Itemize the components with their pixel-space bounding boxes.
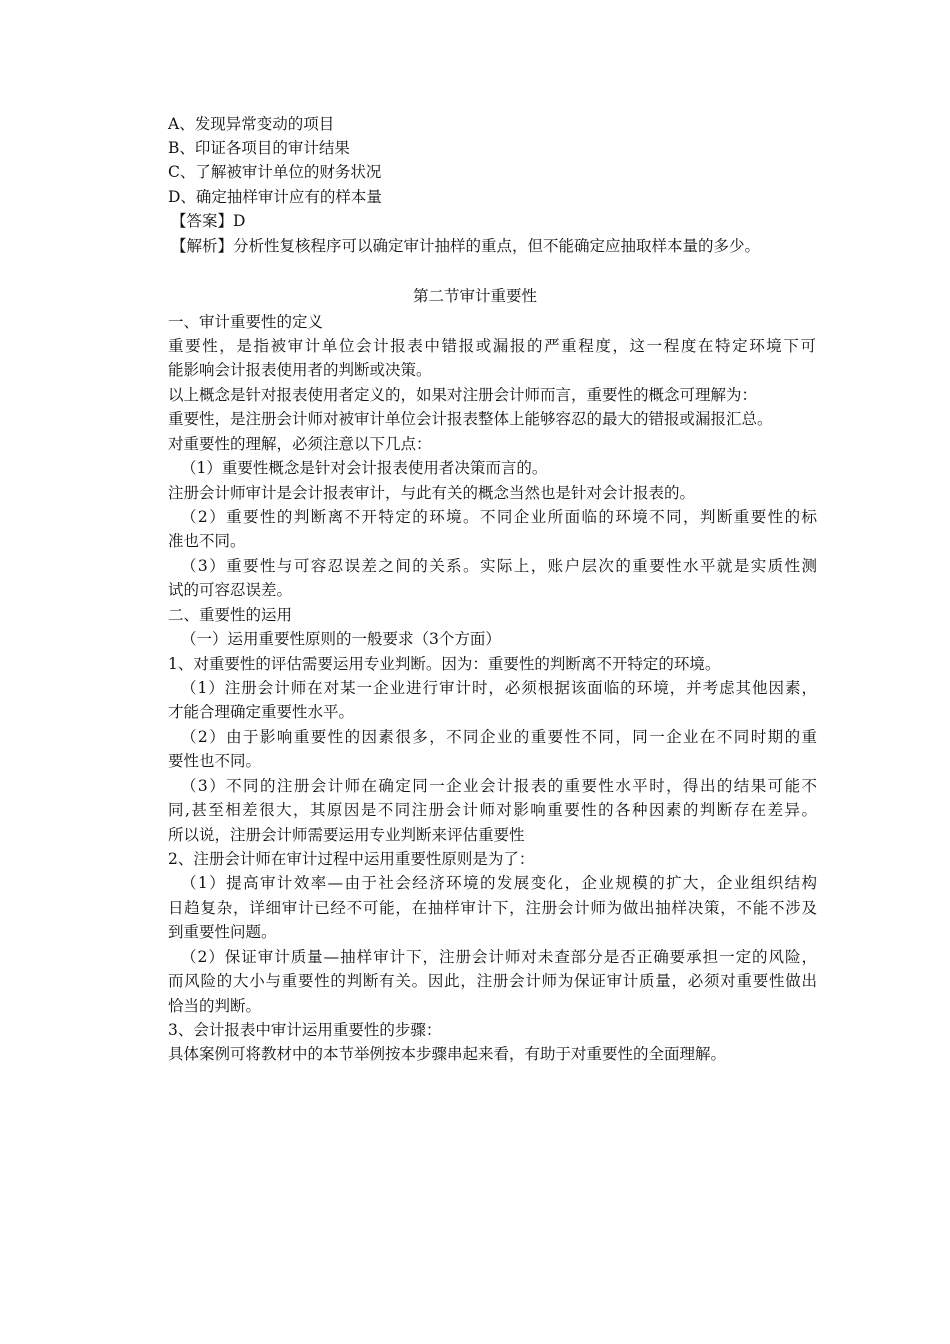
paragraph-line: 重要性，是注册会计师对被审计单位会计报表整体上能够容忍的最大的错报或漏报汇总。 — [168, 410, 773, 428]
paragraph-line: 能影响会计报表使用者的判断或决策。 — [168, 361, 432, 379]
list-item: （1）提高审计效率—由于社会经济环境的发展变化，企业规模的扩大，企业组织结构 — [181, 874, 817, 892]
paragraph-line: 准也不同。 — [168, 532, 246, 550]
paragraph-line: 3、会计报表中审计运用重要性的步骤： — [168, 1021, 442, 1039]
explanation: 【解析】分析性复核程序可以确定审计抽样的重点，但不能确定应抽取样本量的多少。 — [171, 237, 761, 255]
paragraph-line: 而风险的大小与重要性的判断有关。因此，注册会计师为保证审计质量，必须对重要性做出 — [168, 972, 817, 990]
paragraph-line: 才能合理确定重要性水平。 — [168, 703, 355, 721]
paragraph-line: 具体案例可将教材中的本节举例按本步骤串起来看，有助于对重要性的全面理解。 — [168, 1045, 727, 1063]
list-item: （3）重要性与可容忍误差之间的关系。实际上，账户层次的重要性水平就是实质性测 — [181, 557, 817, 575]
list-item: （1）注册会计师在对某一企业进行审计时，必须根据该面临的环境，并考虑其他因素， — [181, 679, 817, 697]
paragraph-line: 注册会计师审计是会计报表审计，与此有关的概念当然也是针对会计报表的。 — [168, 484, 696, 502]
paragraph-line: 所以说，注册会计师需要运用专业判断来评估重要性 — [168, 826, 525, 844]
subsection-heading: 一、审计重要性的定义 — [168, 313, 324, 331]
list-item: （2）由于影响重要性的因素很多，不同企业的重要性不同，同一企业在不同时期的重 — [181, 728, 817, 746]
answer: 【答案】D — [171, 212, 246, 230]
paragraph-line: 恰当的判断。 — [168, 997, 262, 1015]
paragraph-line: 1、对重要性的评估需要运用专业判断。因为：重要性的判断离不开特定的环境。 — [168, 655, 721, 673]
paragraph-line: 同,甚至相差很大，其原因是不同注册会计师对影响重要性的各种因素的判断存在差异。 — [168, 801, 817, 819]
option-c: C、了解被审计单位的财务状况 — [168, 163, 382, 181]
paragraph-line: 对重要性的理解，必须注意以下几点： — [168, 435, 432, 453]
paragraph-line: 重要性，是指被审计单位会计报表中错报或漏报的严重程度，这一程度在特定环境下可 — [168, 337, 816, 355]
option-a: A、发现异常变动的项目 — [168, 115, 335, 133]
section-title: 第二节审计重要性 — [412, 287, 537, 305]
subsection-heading: 二、重要性的运用 — [168, 606, 293, 624]
paragraph-line: 日趋复杂，详细审计已经不可能，在抽样审计下，注册会计师为做出抽样决策，不能不涉及 — [168, 899, 817, 917]
paragraph-line: 要性也不同。 — [168, 752, 262, 770]
option-b: B、印证各项目的审计结果 — [168, 139, 350, 157]
option-d: D、确定抽样审计应有的样本量 — [168, 188, 382, 206]
list-item: （3）不同的注册会计师在确定同一企业会计报表的重要性水平时，得出的结果可能不 — [181, 777, 817, 795]
paragraph-line: 2、注册会计师在审计过程中运用重要性原则是为了： — [168, 850, 535, 868]
list-item: （2）保证审计质量—抽样审计下，注册会计师对未查部分是否正确要承担一定的风险， — [181, 948, 817, 966]
list-item: （1）重要性概念是针对会计报表使用者决策而言的。 — [181, 459, 548, 477]
paragraph-line: 到重要性问题。 — [168, 923, 277, 941]
sub-heading: （一）运用重要性原则的一般要求（3个方面） — [181, 630, 501, 648]
list-item: （2）重要性的判断离不开特定的环境。不同企业所面临的环境不同，判断重要性的标 — [181, 508, 817, 526]
paragraph-line: 以上概念是针对报表使用者定义的，如果对注册会计师而言，重要性的概念可理解为： — [168, 386, 758, 404]
paragraph-line: 试的可容忍误差。 — [168, 581, 293, 599]
